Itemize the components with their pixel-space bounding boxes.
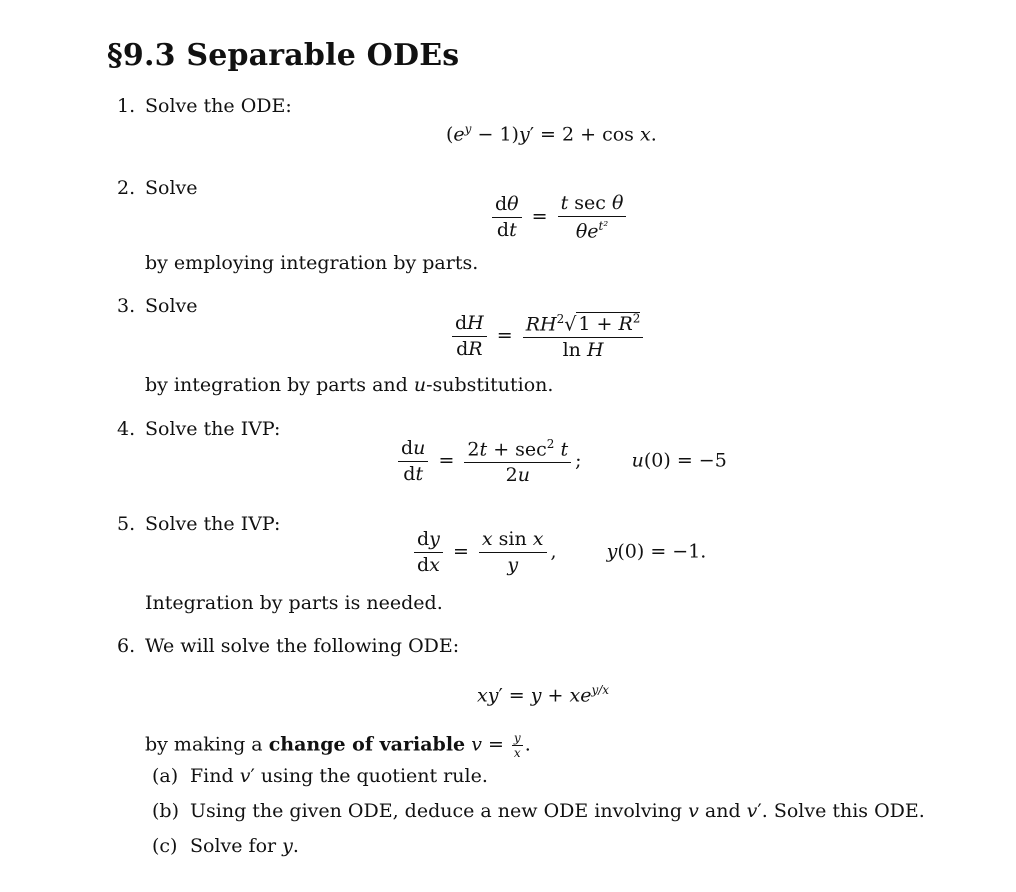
subpart-c: (c) Solve for y. <box>152 835 299 857</box>
problem-3-note: by integration by parts and u-substitution. <box>145 374 554 396</box>
problem-5-note: Integration by parts is needed. <box>145 592 443 614</box>
problem-number: 3. <box>117 295 136 317</box>
problem-number: 2. <box>117 177 136 199</box>
equation-1: $(e^y - 1)y' = 2 + \cos x$. <box>446 122 657 146</box>
problem-text: Solve the ODE: <box>145 95 292 117</box>
subpart-label: (a) <box>152 765 179 787</box>
problem-number: 4. <box>117 418 136 440</box>
equation-6: $xy' = y + xe^{y/x}$ <box>477 683 610 707</box>
subpart-text: using the quotient rule. <box>260 765 488 787</box>
equation-5: $\frac{dy}{dx}$ = $\frac{\text{x sin x}}{y}$ , y(0) = −1. <box>410 530 706 575</box>
problem-text: Solve <box>145 295 198 317</box>
problem-2-note: by employing integration by parts. <box>145 252 479 274</box>
problem-1 <box>0 97 1016 119</box>
subpart-text: Find <box>190 765 234 787</box>
subpart-text: . Solve this ODE. <box>761 800 925 822</box>
note-pre: by making a <box>145 733 263 756</box>
problem-text: We will solve the following ODE: <box>145 635 460 657</box>
page-title: §9.3 Separable ODEs <box>107 38 460 73</box>
problem-number: 6. <box>117 635 136 657</box>
problem-text: Solve the IVP: <box>145 513 281 535</box>
problem-number: 5. <box>117 513 136 535</box>
subpart-text: Solve for <box>190 835 277 857</box>
subpart-text: . <box>292 835 299 857</box>
equation-4: $\frac{du}{dt}$ = $\frac{2t + \sec^2 t}{2u}$ ; u(0) = −5 <box>394 438 727 485</box>
subpart-text: Using the given ODE, deduce a new ODE involving <box>190 800 683 822</box>
problem-number: 1. <box>117 95 136 117</box>
subpart-label: (c) <box>152 835 178 857</box>
subpart-a: (a) Find v′ using the quotient rule. <box>152 765 488 787</box>
equation-2: $\frac{d\theta}{dt}$ = $\frac{\text{t sec θ}}{\theta e^{t^2}}$ <box>488 194 630 241</box>
problem-text: Solve the IVP: <box>145 418 281 440</box>
subpart-label: (b) <box>152 800 179 822</box>
subpart-text: and <box>704 800 741 822</box>
problem-6-note: by making a change of variable v = $\frac{y}{x}$ . <box>145 731 531 760</box>
problem-text: Solve <box>145 177 198 199</box>
bold-term: change of variable <box>268 733 466 756</box>
problem-6 <box>0 637 1016 659</box>
equation-3: $\frac{dH}{dR}$ = $\frac{RH^2√ 1 + R^2}{\text{ln H}}$ <box>448 313 647 360</box>
subpart-b: (b) Using the given ODE, deduce a new ODE involving v and v′. Solve this ODE. <box>152 800 925 822</box>
